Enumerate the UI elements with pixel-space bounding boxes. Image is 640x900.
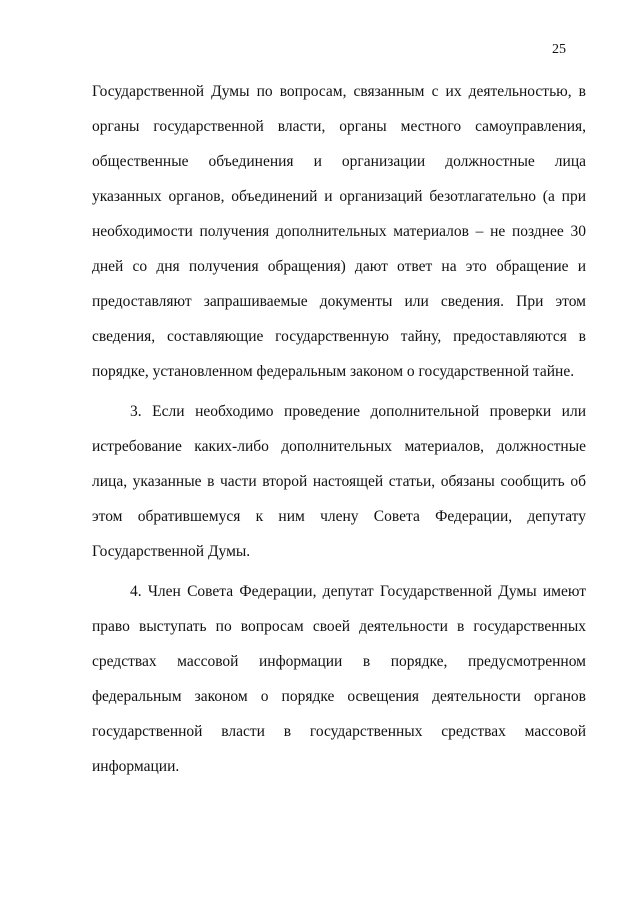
text-line: государственной власти в государственных средствах массовой xyxy=(92,723,586,740)
text-line: общественные объединения и организации должностные лица xyxy=(92,153,586,170)
text-line: информации. xyxy=(92,758,180,775)
text-line: Государственной Думы по вопросам, связанным с их деятельностью, в xyxy=(92,83,586,100)
text-line: органы государственной власти, органы местного самоуправления, xyxy=(92,118,586,135)
text-line: Государственной Думы. xyxy=(92,543,251,560)
text-line: истребование каких-либо дополнительных материалов, должностные xyxy=(92,438,586,455)
text-line: средствах массовой информации в порядке, предусмотренном xyxy=(92,653,586,670)
text-line: этом обратившемуся к ним члену Совета Федерации, депутату xyxy=(92,508,586,525)
text-line: предоставляют запрашиваемые документы или сведения. При этом xyxy=(92,293,586,310)
text-line: сведения, составляющие государственную тайну, предоставляются в xyxy=(92,328,586,345)
text-line: необходимости получения дополнительных материалов – не позднее 30 xyxy=(92,223,586,240)
text-line: федеральным законом о порядке освещения деятельности органов xyxy=(92,688,586,705)
text-line: порядке, установленном федеральным законом о государственной тайне. xyxy=(92,363,575,380)
text-line: указанных органов, объединений и организаций безотлагательно (а при xyxy=(92,188,586,205)
text-line: лица, указанные в части второй настоящей статьи, обязаны сообщить об xyxy=(92,473,586,490)
text-line: право выступать по вопросам своей деятельности в государственных xyxy=(92,618,586,635)
text-line: 4. Член Совета Федерации, депутат Государственной Думы имеют xyxy=(130,583,586,600)
text-line: 3. Если необходимо проведение дополнительной проверки или xyxy=(130,403,586,420)
text-line: дней со дня получения обращения) дают ответ на это обращение и xyxy=(92,258,586,275)
page-number: 25 xyxy=(552,42,566,57)
